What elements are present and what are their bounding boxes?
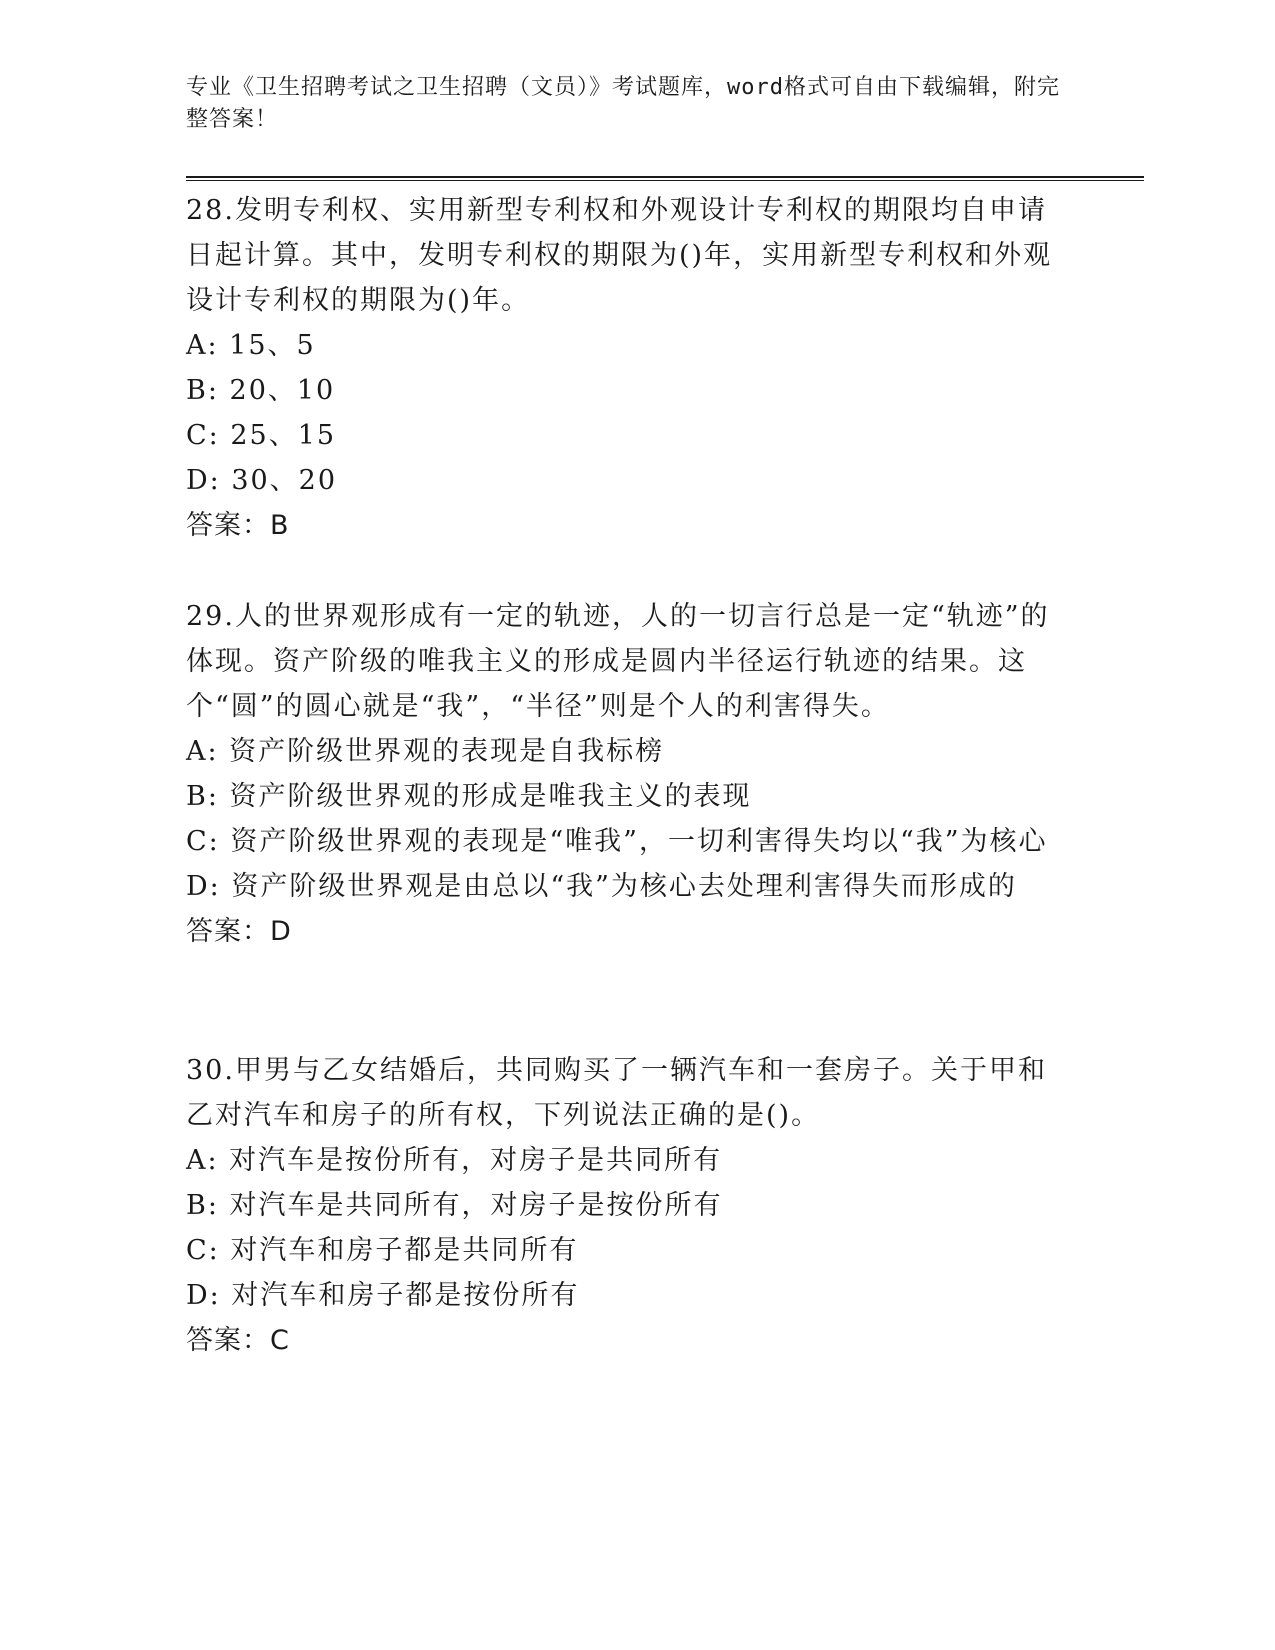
option-c: C: 资产阶级世界观的表现是“唯我”，一切利害得失均以“我”为核心 — [186, 826, 1048, 857]
option-c: C: 25、15 — [186, 420, 337, 451]
question-29 — [186, 594, 1066, 954]
answer-label: 答案：C — [186, 1325, 290, 1356]
question-28 — [186, 188, 1066, 548]
option-b: B: 资产阶级世界观的形成是唯我主义的表现 — [186, 781, 752, 812]
document-header: 专业《卫生招聘考试之卫生招聘（文员）》考试题库，word格式可自由下载编辑，附完整答案！ — [186, 75, 1060, 132]
option-a: A: 15、5 — [186, 330, 316, 361]
option-b: B: 20、10 — [186, 375, 336, 406]
question-30 — [186, 1048, 1066, 1363]
option-d: D: 资产阶级世界观是由总以“我”为核心去处理利害得失而形成的 — [186, 871, 1017, 902]
option-list — [186, 1138, 1066, 1318]
option-d: D: 对汽车和房子都是按份所有 — [186, 1280, 580, 1311]
option-c: C: 对汽车和房子都是共同所有 — [186, 1235, 579, 1266]
answer-label: 答案：D — [186, 916, 292, 947]
question-text: 29.人的世界观形成有一定的轨迹，人的一切言行总是一定“轨迹”的体现。资产阶级的唯我主义的形成是圆内半径运行轨迹的结果。这个“圆”的圆心就是“我”，“半径”则是个人的利害得失。 — [186, 601, 1050, 722]
option-d: D: 30、20 — [186, 465, 338, 496]
option-a: A: 资产阶级世界观的表现是自我标榜 — [186, 736, 665, 767]
option-list — [186, 729, 1066, 909]
option-a: A: 对汽车是按份所有，对房子是共同所有 — [186, 1145, 723, 1176]
option-b: B: 对汽车是共同所有，对房子是按份所有 — [186, 1190, 723, 1221]
question-text: 28.发明专利权、实用新型专利权和外观设计专利权的期限均自申请日起计算。其中，发明专利权的期限为()年，实用新型专利权和外观设计专利权的期限为()年。 — [186, 195, 1053, 316]
option-list — [186, 323, 1066, 503]
answer-label: 答案：B — [186, 510, 290, 541]
header-divider — [186, 176, 1144, 181]
question-text: 30.甲男与乙女结婚后，共同购买了一辆汽车和一套房子。关于甲和乙对汽车和房子的所有权，下列说法正确的是()。 — [186, 1055, 1047, 1131]
